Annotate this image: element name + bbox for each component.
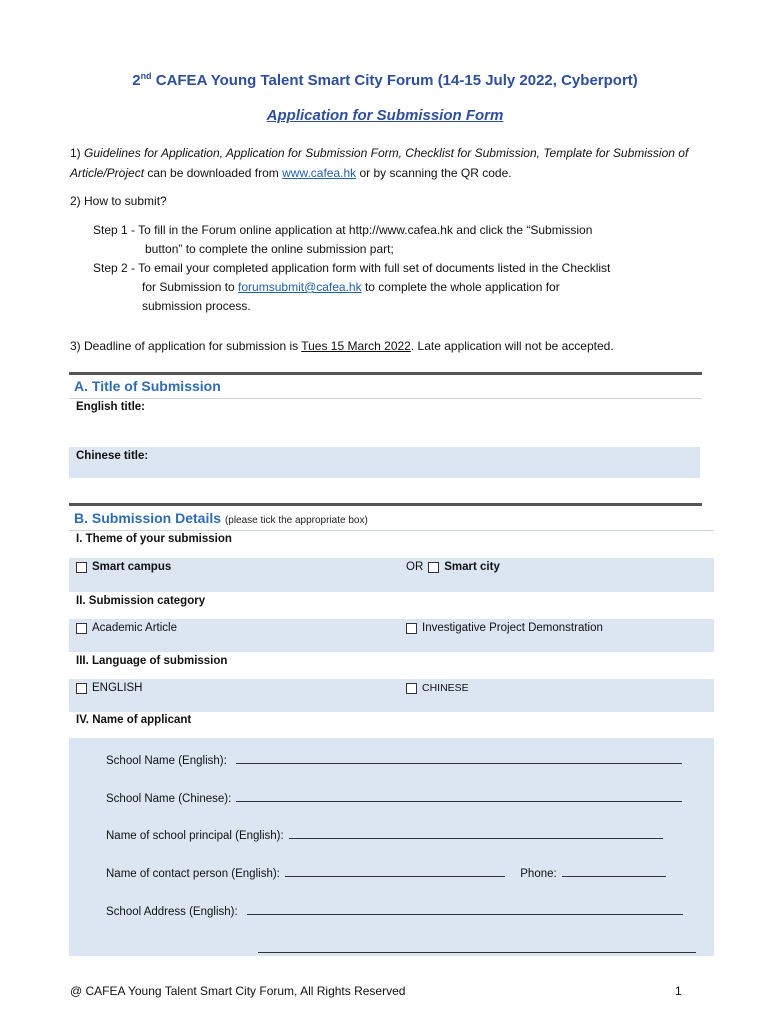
applicant-label: IV. Name of applicant xyxy=(76,714,192,726)
checkbox-investigative-project[interactable] xyxy=(406,623,417,634)
english-title-label: English title: xyxy=(76,401,145,413)
theme-smart-city-option[interactable]: OR Smart city xyxy=(406,561,500,573)
principal-name-field[interactable]: Name of school principal (English): xyxy=(106,826,663,842)
checkbox-chinese[interactable] xyxy=(406,683,417,694)
guidelines-paragraph: 1) Guidelines for Application, Application for Submission Form, Checklist for Submission, Template for Submission of Article/Project can be downloaded from www.cafea.hk or by scanning the QR code. xyxy=(70,146,689,180)
checkbox-smart-city[interactable] xyxy=(428,562,439,573)
checkbox-smart-campus[interactable] xyxy=(76,562,87,573)
section-a-underline xyxy=(69,398,702,399)
page-number: 1 xyxy=(675,984,682,998)
checkbox-english[interactable] xyxy=(76,683,87,694)
language-row xyxy=(69,679,714,712)
cafea-link[interactable]: www.cafea.hk xyxy=(282,166,357,180)
section-b-underline xyxy=(69,530,714,531)
form-subtitle: Application for Submission Form xyxy=(266,107,504,124)
language-english-option[interactable]: ENGLISH xyxy=(76,682,143,694)
section-b-divider xyxy=(69,503,702,506)
section-a-divider xyxy=(69,372,702,375)
school-name-chinese-field[interactable]: School Name (Chinese): xyxy=(106,789,682,805)
contact-person-field[interactable]: Name of contact person (English): Phone: xyxy=(106,864,666,880)
school-address-field[interactable]: School Address (English): xyxy=(106,902,683,918)
deadline-paragraph: 3) Deadline of application for submission is Tues 15 March 2022. Late application will not be accepted. xyxy=(70,339,614,353)
school-name-english-field[interactable]: School Name (English): xyxy=(106,751,682,767)
chinese-title-label: Chinese title: xyxy=(76,450,149,462)
theme-label: I. Theme of your submission xyxy=(76,533,232,545)
chinese-title-field[interactable] xyxy=(69,447,700,478)
email-link[interactable]: forumsubmit@cafea.hk xyxy=(238,280,362,294)
theme-smart-campus-option[interactable]: Smart campus xyxy=(76,561,171,573)
checkbox-academic-article[interactable] xyxy=(76,623,87,634)
form-title: 2nd CAFEA Young Talent Smart City Forum (14-15 July 2022, Cyberport) xyxy=(132,71,638,89)
category-label: II. Submission category xyxy=(76,595,206,607)
section-a-heading: A. Title of Submission xyxy=(74,378,221,394)
step-1: Step 1 - To fill in the Forum online application at http://www.cafea.hk and click the “Submission button” to complete the online submission part; xyxy=(93,223,593,256)
section-b-heading: B. Submission Details (please tick the appropriate box) xyxy=(74,510,368,526)
phone-field[interactable] xyxy=(562,864,666,877)
footer-copyright: @ CAFEA Young Talent Smart City Forum, All Rights Reserved xyxy=(70,984,406,998)
language-label: III. Language of submission xyxy=(76,655,228,667)
how-to-submit-heading: 2) How to submit? xyxy=(70,194,167,208)
school-address-line-2[interactable] xyxy=(258,940,696,956)
step-2: Step 2 - To email your completed application form with full set of documents listed in the Checklist for Submission to forumsubmit@cafea.hk to complete the whole application for submission process. xyxy=(93,261,611,313)
applicant-block xyxy=(69,738,714,956)
language-chinese-option[interactable]: CHINESE xyxy=(406,682,469,694)
phone-label: Phone: xyxy=(520,868,557,880)
category-academic-option[interactable]: Academic Article xyxy=(76,622,177,634)
category-project-option[interactable]: Investigative Project Demonstration xyxy=(406,622,603,634)
